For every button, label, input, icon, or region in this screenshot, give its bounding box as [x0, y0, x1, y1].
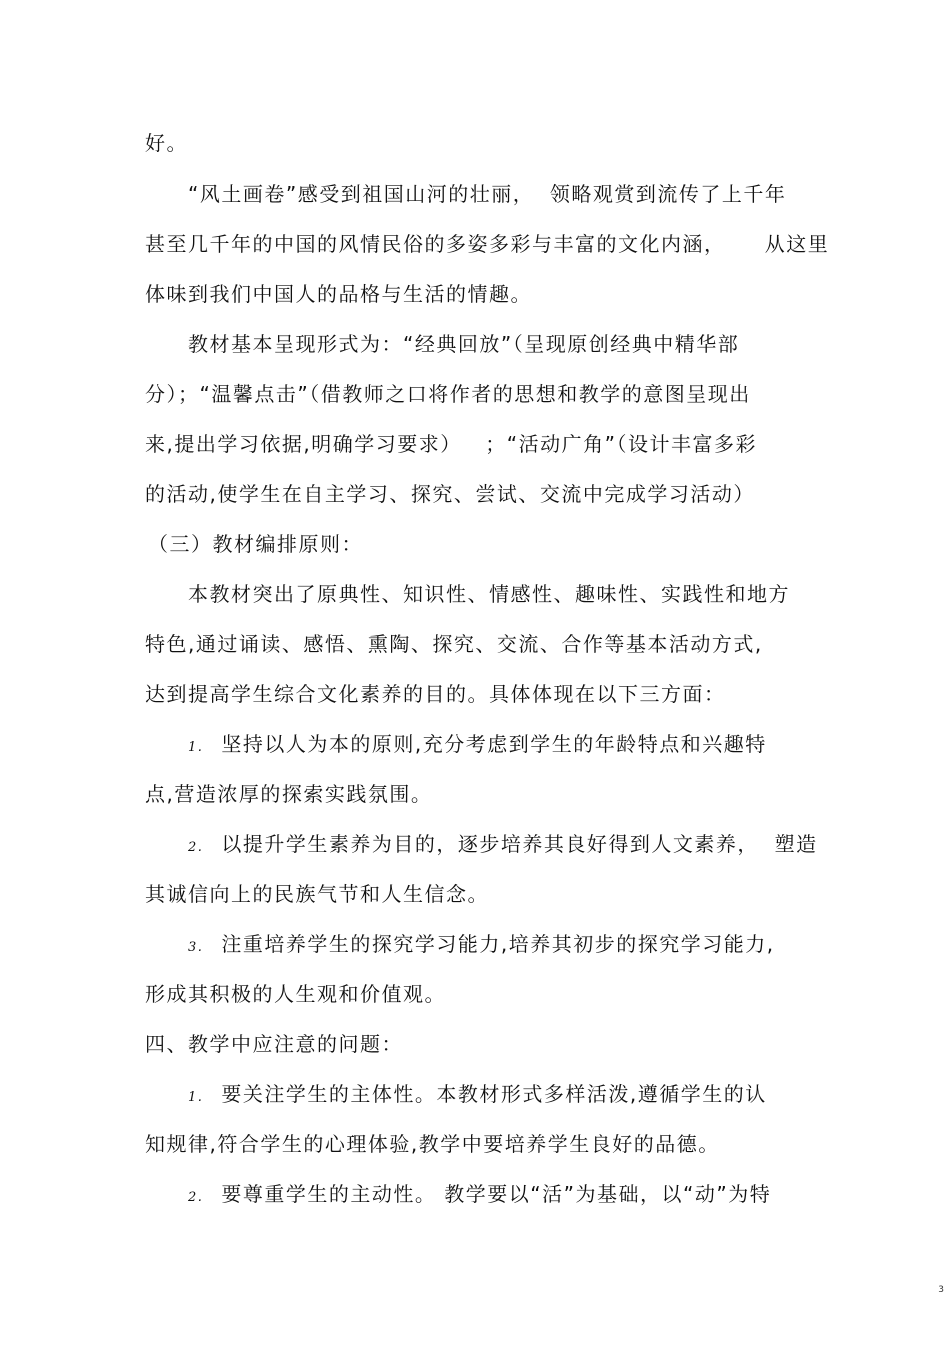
- text-line: 的活动,使学生在自主学习、探究、尝试、交流中完成学习活动）: [145, 482, 755, 506]
- text-line: 来,提出学习依据,明确学习要求） ；“活动广角”（设计丰富多彩: [145, 432, 758, 456]
- text-line: 教材基本呈现形式为：“经典回放”（呈现原创经典中精华部: [188, 332, 740, 356]
- list-item: 2. 要尊重学生的主动性。 教学要以“活”为基础，以“动”为特: [188, 1182, 772, 1206]
- text-line: 好。: [145, 131, 188, 155]
- section-heading: （三）教材编排原则：: [148, 532, 363, 556]
- text-line: “风土画卷”感受到祖国山河的壮丽， 领略观赏到流传了上千年: [188, 182, 787, 206]
- text-line: 形成其积极的人生观和价值观。: [145, 982, 446, 1006]
- list-number: 1.: [188, 740, 204, 755]
- section-heading: 四、教学中应注意的问题：: [145, 1032, 403, 1056]
- list-number: 2.: [188, 840, 204, 855]
- list-item: 1. 坚持以人为本的原则,充分考虑到学生的年龄特点和兴趣特: [188, 732, 767, 756]
- text-line: 知规律,符合学生的心理体验,教学中要培养学生良好的品德。: [145, 1132, 720, 1156]
- list-number: 2.: [188, 1190, 204, 1205]
- list-item: 1. 要关注学生的主体性。本教材形式多样活泼,遵循学生的认: [188, 1082, 767, 1106]
- list-item: 3. 注重培养学生的探究学习能力,培养其初步的探究学习能力,: [188, 932, 775, 956]
- list-item: 2. 以提升学生素养为目的，逐步培养其良好得到人文素养， 塑造: [188, 832, 818, 856]
- text-line: 点,营造浓厚的探索实践氛围。: [145, 782, 433, 806]
- text-line: 其诚信向上的民族气节和人生信念。: [145, 882, 489, 906]
- text-line: 分）；“温馨点击”（借教师之口将作者的思想和教学的意图呈现出: [145, 382, 751, 406]
- text-line: 达到提高学生综合文化素养的目的。具体体现在以下三方面：: [145, 682, 726, 706]
- text-line: 体味到我们中国人的品格与生活的情趣。: [145, 282, 532, 306]
- list-number: 3.: [188, 940, 204, 955]
- text-line: 特色,通过诵读、感悟、熏陶、探究、交流、合作等基本活动方式,: [145, 632, 763, 656]
- page-number: 3: [938, 1285, 944, 1295]
- text-line: 本教材突出了原典性、知识性、情感性、趣味性、实践性和地方: [188, 582, 790, 606]
- text-line: 甚至几千年的中国的风情民俗的多姿多彩与丰富的文化内涵， 从这里: [145, 232, 830, 256]
- list-number: 1.: [188, 1090, 204, 1105]
